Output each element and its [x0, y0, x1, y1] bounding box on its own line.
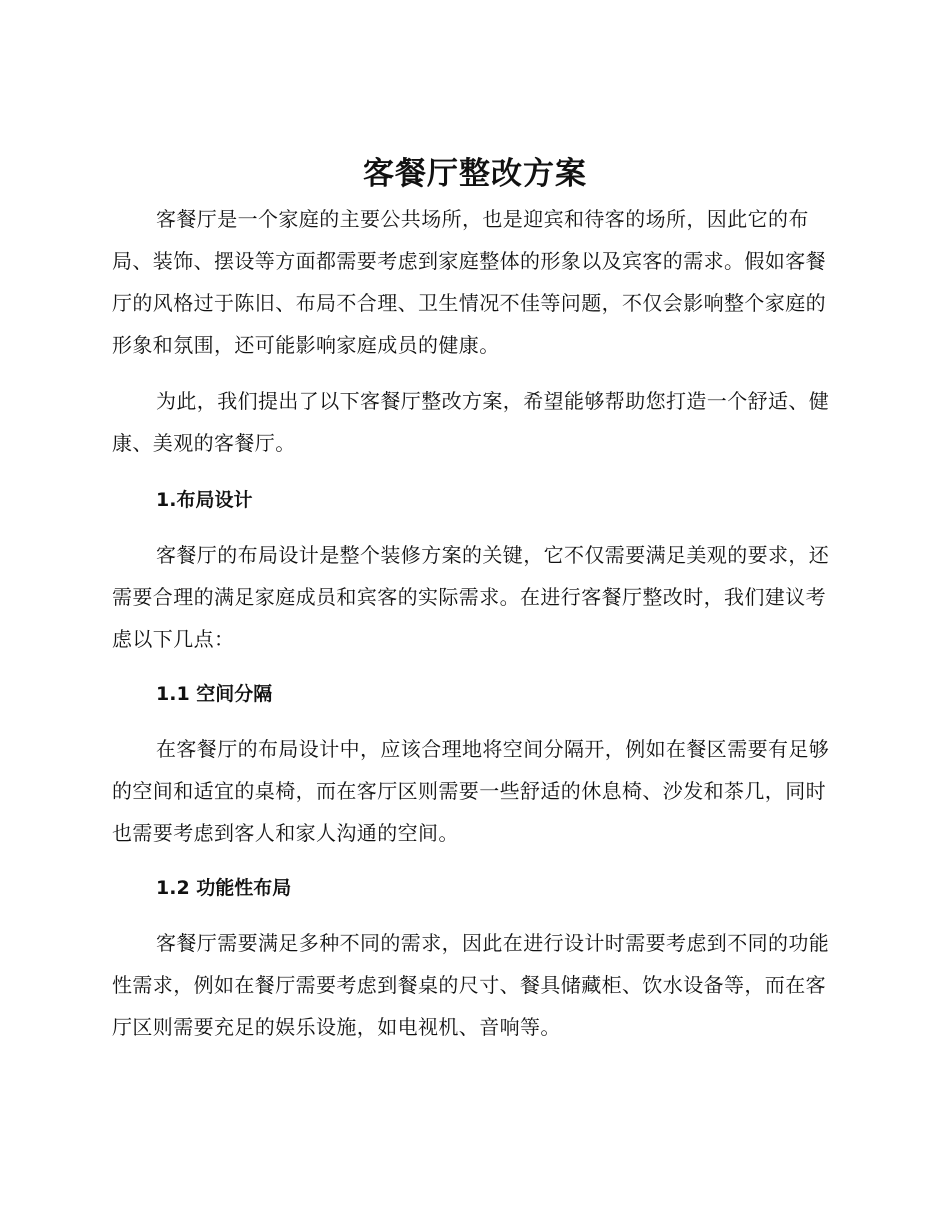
- section-heading-layout-design: 1.布局设计: [156, 489, 253, 511]
- section-heading-functional-layout: 1.2 功能性布局: [156, 877, 292, 899]
- intro-paragraph-1: 客餐厅是一个家庭的主要公共场所，也是迎宾和待客的场所，因此它的布局、装饰、摆设等方面都需要考虑到家庭整体的形象以及宾客的需求。假如客餐厅的风格过于陈旧、布局不合理、卫生情况不佳等问题，不仅会影响整个家庭的形象和氛围，还可能影响家庭成员的健康。: [112, 207, 826, 357]
- section-paragraph-layout-design: 客餐厅的布局设计是整个装修方案的关键，它不仅需要满足美观的要求，还需要合理的满足家庭成员和宾客的实际需求。在进行客餐厅整改时，我们建议考虑以下几点：: [112, 543, 830, 651]
- section-paragraph-functional-layout: 客餐厅需要满足多种不同的需求，因此在进行设计时需要考虑到不同的功能性需求，例如在餐厅需要考虑到餐桌的尺寸、餐具储藏柜、饮水设备等，而在客厅区则需要充足的娱乐设施，如电视机、音响等。: [112, 931, 830, 1039]
- document-title: 客餐厅整改方案: [363, 156, 587, 192]
- intro-paragraph-2: 为此，我们提出了以下客餐厅整改方案，希望能够帮助您打造一个舒适、健康、美观的客餐厅。: [112, 389, 830, 455]
- section-heading-space-division: 1.1 空间分隔: [156, 683, 273, 705]
- section-paragraph-space-division: 在客餐厅的布局设计中，应该合理地将空间分隔开，例如在餐区需要有足够的空间和适宜的桌椅，而在客厅区则需要一些舒适的休息椅、沙发和茶几，同时也需要考虑到客人和家人沟通的空间。: [112, 737, 830, 845]
